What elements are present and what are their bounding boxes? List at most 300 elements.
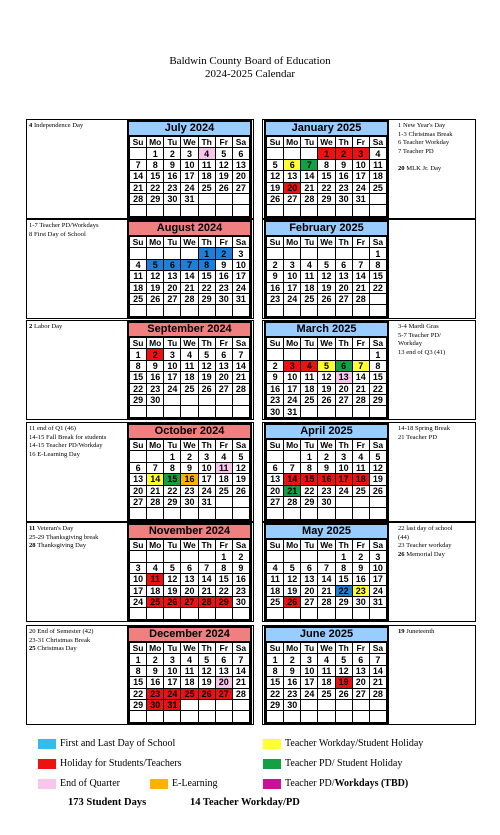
calendar-day: 8 — [147, 159, 164, 170]
weekday-header: Mo — [147, 137, 164, 148]
calendar-day: 21 — [352, 383, 369, 394]
empty-day — [181, 305, 198, 316]
calendar-day: 22 — [215, 585, 232, 596]
calendar-day: 6 — [232, 148, 249, 159]
calendar-day: 23 — [318, 485, 335, 496]
calendar-day: 4 — [301, 259, 318, 270]
calendar-day: 7 — [181, 259, 198, 270]
legend-swatch-teacher-pd — [263, 759, 281, 769]
empty-day — [369, 193, 386, 204]
weekday-header: Mo — [284, 540, 301, 551]
calendar-day: 11 — [301, 372, 318, 383]
calendar-day: 25 — [267, 596, 284, 607]
empty-day — [130, 608, 147, 619]
empty-day — [147, 451, 164, 462]
legend-workdays-tbd: Teacher PD/Workdays (TBD) — [285, 778, 409, 789]
calendar-day: 23 — [284, 688, 301, 699]
calendar-day: 9 — [267, 271, 284, 282]
weekday-header: Sa — [232, 237, 249, 248]
calendar-day: 5 — [318, 259, 335, 270]
calendar-day: 4 — [352, 451, 369, 462]
calendar-day: 28 — [352, 394, 369, 405]
calendar-day: 2 — [147, 654, 164, 665]
weekday-header: Fr — [352, 237, 369, 248]
calendar-day: 28 — [284, 496, 301, 507]
calendar-day: 3 — [301, 654, 318, 665]
calendar-day: 3 — [130, 562, 147, 573]
empty-day — [215, 508, 232, 519]
calendar-day: 7 — [130, 159, 147, 170]
empty-day — [215, 711, 232, 722]
calendar-day: 3 — [284, 259, 301, 270]
calendar-day: 2 — [181, 451, 198, 462]
weekday-header: Su — [267, 338, 284, 349]
weekday-header: Tu — [301, 137, 318, 148]
calendar-day: 26 — [369, 485, 386, 496]
empty-day — [181, 699, 198, 710]
empty-day — [181, 205, 198, 216]
empty-day — [198, 711, 215, 722]
empty-day — [181, 394, 198, 405]
weekday-header: Tu — [164, 643, 181, 654]
calendar-day: 7 — [284, 462, 301, 473]
calendar-day: 12 — [318, 372, 335, 383]
weekday-header: Fr — [352, 540, 369, 551]
empty-day — [198, 551, 215, 562]
legend-swatch-end-quarter — [38, 779, 56, 789]
calendar-day: 1 — [335, 551, 352, 562]
calendar-day: 12 — [198, 665, 215, 676]
calendar-day: 14 — [301, 171, 318, 182]
calendar-day: 8 — [369, 259, 386, 270]
calendar-day: 19 — [215, 171, 232, 182]
empty-day — [198, 699, 215, 710]
calendar-day: 23 — [181, 485, 198, 496]
calendar-day: 16 — [164, 171, 181, 182]
empty-day — [352, 608, 369, 619]
calendar-day: 16 — [267, 383, 284, 394]
calendar-day: 23 — [164, 182, 181, 193]
weekday-header: Su — [267, 237, 284, 248]
calendar-day: 25 — [181, 688, 198, 699]
calendar-day: 29 — [369, 394, 386, 405]
calendar-day: 11 — [147, 574, 164, 585]
calendar-day: 15 — [369, 372, 386, 383]
empty-day — [198, 394, 215, 405]
weekday-header: Fr — [352, 338, 369, 349]
empty-day — [232, 699, 249, 710]
calendar-day: 22 — [335, 585, 352, 596]
empty-day — [335, 305, 352, 316]
calendar-day: 23 — [267, 293, 284, 304]
month-february-2025 — [264, 220, 389, 319]
empty-day — [284, 608, 301, 619]
calendar-day: 3 — [164, 349, 181, 360]
weekday-header: Fr — [215, 237, 232, 248]
left-notes: 4 Independence Day — [29, 122, 84, 129]
calendar-day: 3 — [335, 451, 352, 462]
calendar-day: 23 — [147, 383, 164, 394]
empty-day — [267, 608, 284, 619]
calendar-day: 5 — [164, 562, 181, 573]
calendar-day: 21 — [369, 677, 386, 688]
month-title: April 2025 — [266, 425, 387, 439]
calendar-day: 21 — [232, 372, 249, 383]
calendar-day: 9 — [352, 562, 369, 573]
calendar-day: 21 — [352, 282, 369, 293]
empty-day — [318, 508, 335, 519]
calendar-day: 10 — [301, 665, 318, 676]
weekday-header: Tu — [164, 237, 181, 248]
calendar-day: 27 — [215, 688, 232, 699]
calendar-day: 14 — [352, 271, 369, 282]
calendar-day: 25 — [147, 596, 164, 607]
calendar-day: 8 — [130, 360, 147, 371]
empty-day — [301, 406, 318, 417]
weekday-header: Sa — [232, 643, 249, 654]
calendar-day: 31 — [369, 596, 386, 607]
calendar-day: 8 — [369, 360, 386, 371]
calendar-day: 1 — [130, 349, 147, 360]
empty-day — [267, 551, 284, 562]
empty-day — [284, 205, 301, 216]
calendar-day: 22 — [267, 688, 284, 699]
month-title: September 2024 — [129, 323, 250, 337]
empty-day — [335, 406, 352, 417]
calendar-day: 2 — [215, 248, 232, 259]
calendar-day: 26 — [232, 485, 249, 496]
empty-day — [318, 711, 335, 722]
weekday-header: Th — [335, 137, 352, 148]
calendar-day: 29 — [318, 193, 335, 204]
weekday-header: We — [181, 338, 198, 349]
month-january-2025 — [264, 120, 389, 219]
empty-day — [335, 496, 352, 507]
weekday-header: Fr — [352, 137, 369, 148]
calendar-day: 4 — [181, 654, 198, 665]
calendar-day: 5 — [232, 451, 249, 462]
month-title: August 2024 — [129, 222, 250, 236]
calendar-day: 20 — [352, 677, 369, 688]
calendar-day: 30 — [232, 596, 249, 607]
calendar-day: 6 — [301, 562, 318, 573]
calendar-day: 14 — [369, 665, 386, 676]
month-november-2024 — [127, 523, 252, 622]
weekday-header: Mo — [284, 137, 301, 148]
calendar-day: 16 — [215, 271, 232, 282]
calendar-day: 21 — [318, 585, 335, 596]
teacher-days-total: 14 Teacher Workday/PD — [190, 797, 300, 808]
calendar-day: 14 — [181, 271, 198, 282]
empty-day — [335, 349, 352, 360]
calendar-day: 17 — [369, 574, 386, 585]
calendar-day: 28 — [198, 596, 215, 607]
empty-day — [164, 608, 181, 619]
calendar-day: 18 — [147, 585, 164, 596]
empty-day — [181, 248, 198, 259]
weekday-header: Su — [130, 440, 147, 451]
calendar-day: 3 — [369, 551, 386, 562]
empty-day — [147, 205, 164, 216]
weekday-header: Th — [335, 237, 352, 248]
month-august-2024 — [127, 220, 252, 319]
weekday-header: Su — [130, 338, 147, 349]
calendar-day: 19 — [369, 474, 386, 485]
calendar-day: 15 — [318, 171, 335, 182]
empty-day — [164, 248, 181, 259]
calendar-day: 4 — [147, 562, 164, 573]
calendar-day: 2 — [335, 148, 352, 159]
calendar-day: 15 — [335, 574, 352, 585]
month-title: November 2024 — [129, 525, 250, 539]
calendar-day: 20 — [130, 485, 147, 496]
calendar-day: 16 — [181, 474, 198, 485]
empty-day — [284, 248, 301, 259]
calendar-day: 12 — [335, 665, 352, 676]
weekday-header: We — [181, 137, 198, 148]
weekday-header: Sa — [232, 440, 249, 451]
weekday-header: We — [181, 643, 198, 654]
weekday-header: Tu — [164, 338, 181, 349]
weekday-header: Th — [198, 338, 215, 349]
calendar-day: 31 — [198, 496, 215, 507]
calendar-day: 5 — [198, 349, 215, 360]
weekday-header: Mo — [147, 237, 164, 248]
empty-day — [147, 508, 164, 519]
calendar-day: 21 — [284, 485, 301, 496]
weekday-header: Su — [267, 137, 284, 148]
calendar-day: 31 — [181, 193, 198, 204]
calendar-day: 9 — [232, 562, 249, 573]
calendar-day: 14 — [198, 574, 215, 585]
calendar-day: 24 — [335, 485, 352, 496]
calendar-day: 30 — [335, 193, 352, 204]
calendar-day: 8 — [130, 665, 147, 676]
calendar-day: 12 — [232, 462, 249, 473]
empty-day — [301, 248, 318, 259]
right-notes: 1 New Year's Day 1-3 Christmas Break 6 Teacher Workday 7 Teacher PD 20 MLK Jr. Day — [398, 122, 453, 172]
calendar-day: 22 — [198, 282, 215, 293]
calendar-day: 9 — [147, 360, 164, 371]
empty-day — [284, 305, 301, 316]
calendar-day: 27 — [130, 496, 147, 507]
empty-day — [181, 711, 198, 722]
calendar-day: 20 — [335, 383, 352, 394]
legend-e-learning: E-Learning — [172, 778, 218, 789]
calendar-day: 12 — [318, 271, 335, 282]
calendar-day: 30 — [147, 699, 164, 710]
empty-day — [369, 293, 386, 304]
calendar-day: 7 — [232, 654, 249, 665]
calendar-day: 18 — [198, 171, 215, 182]
calendar-day: 27 — [284, 193, 301, 204]
calendar-day: 28 — [301, 193, 318, 204]
calendar-day: 9 — [181, 462, 198, 473]
empty-day — [301, 699, 318, 710]
empty-day — [318, 551, 335, 562]
calendar-day: 11 — [181, 665, 198, 676]
calendar-day: 17 — [301, 677, 318, 688]
calendar-day: 22 — [164, 485, 181, 496]
weekday-header: Sa — [369, 643, 386, 654]
empty-day — [284, 451, 301, 462]
calendar-day: 15 — [130, 372, 147, 383]
calendar-day: 19 — [232, 474, 249, 485]
calendar-day: 20 — [267, 485, 284, 496]
calendar-day: 5 — [335, 654, 352, 665]
empty-day — [267, 205, 284, 216]
empty-day — [232, 394, 249, 405]
calendar-day: 16 — [147, 677, 164, 688]
calendar-day: 27 — [267, 496, 284, 507]
calendar-day: 25 — [318, 688, 335, 699]
empty-day — [164, 551, 181, 562]
empty-day — [232, 711, 249, 722]
calendar-day: 21 — [147, 485, 164, 496]
weekday-header: Tu — [301, 440, 318, 451]
calendar-day: 5 — [369, 451, 386, 462]
calendar-day: 14 — [232, 360, 249, 371]
calendar-day: 20 — [335, 282, 352, 293]
weekday-header: Th — [198, 540, 215, 551]
calendar-day: 26 — [318, 394, 335, 405]
weekday-header: Fr — [215, 643, 232, 654]
empty-day — [164, 508, 181, 519]
empty-day — [318, 699, 335, 710]
empty-day — [318, 349, 335, 360]
calendar-day: 7 — [318, 562, 335, 573]
empty-day — [130, 711, 147, 722]
calendar-day: 29 — [130, 394, 147, 405]
calendar-day: 24 — [181, 182, 198, 193]
calendar-day: 31 — [284, 406, 301, 417]
calendar-day: 10 — [164, 665, 181, 676]
calendar-day: 30 — [352, 596, 369, 607]
weekday-header: Sa — [369, 540, 386, 551]
month-title: May 2025 — [266, 525, 387, 539]
empty-day — [215, 193, 232, 204]
calendar-day: 4 — [369, 148, 386, 159]
calendar-day: 30 — [147, 394, 164, 405]
empty-day — [301, 349, 318, 360]
calendar-day: 20 — [232, 171, 249, 182]
empty-day — [215, 496, 232, 507]
empty-day — [181, 608, 198, 619]
calendar-day: 28 — [181, 293, 198, 304]
empty-day — [181, 508, 198, 519]
calendar-day: 4 — [318, 654, 335, 665]
calendar-day: 23 — [147, 688, 164, 699]
calendar-day: 13 — [301, 574, 318, 585]
calendar-day: 28 — [147, 496, 164, 507]
calendar-day: 16 — [335, 171, 352, 182]
empty-day — [198, 193, 215, 204]
month-title: July 2024 — [129, 122, 250, 136]
calendar-day: 19 — [147, 282, 164, 293]
calendar-day: 18 — [130, 282, 147, 293]
calendar-day: 27 — [335, 394, 352, 405]
weekday-header: Mo — [284, 237, 301, 248]
calendar-day: 8 — [198, 259, 215, 270]
calendar-day: 13 — [267, 474, 284, 485]
left-notes: 11 end of Q1 (46) 14-15 Fall Break for students 14-15 Teacher PD/Workday 16 E-Learning Day — [29, 425, 107, 458]
calendar-day: 20 — [284, 182, 301, 193]
calendar-day: 16 — [284, 677, 301, 688]
calendar-day: 24 — [232, 282, 249, 293]
empty-day — [369, 699, 386, 710]
weekday-header: Su — [130, 237, 147, 248]
month-september-2024 — [127, 321, 252, 420]
weekday-header: We — [318, 137, 335, 148]
calendar-day: 23 — [352, 585, 369, 596]
weekday-header: We — [318, 338, 335, 349]
calendar-day: 25 — [352, 485, 369, 496]
empty-day — [335, 205, 352, 216]
month-july-2024 — [127, 120, 252, 219]
calendar-day: 8 — [318, 159, 335, 170]
calendar-day: 22 — [130, 688, 147, 699]
calendar-day: 15 — [130, 677, 147, 688]
calendar-day: 1 — [130, 654, 147, 665]
empty-day — [267, 349, 284, 360]
empty-day — [215, 406, 232, 417]
weekday-header: Mo — [147, 643, 164, 654]
calendar-day: 18 — [181, 677, 198, 688]
calendar-day: 9 — [335, 159, 352, 170]
empty-day — [352, 305, 369, 316]
calendar-day: 1 — [215, 551, 232, 562]
calendar-day: 25 — [181, 383, 198, 394]
student-days-total: 173 Student Days — [68, 797, 147, 808]
calendar-day: 5 — [267, 159, 284, 170]
calendar-day: 25 — [215, 485, 232, 496]
calendar-day: 2 — [267, 259, 284, 270]
calendar-day: 15 — [147, 171, 164, 182]
calendar-day: 18 — [215, 474, 232, 485]
empty-day — [198, 205, 215, 216]
right-notes: 19 Juneteenth — [398, 628, 435, 635]
calendar-day: 14 — [130, 171, 147, 182]
calendar-day: 27 — [301, 596, 318, 607]
calendar-day: 4 — [301, 360, 318, 371]
calendar-day: 11 — [267, 574, 284, 585]
calendar-day: 21 — [301, 182, 318, 193]
calendar-day: 2 — [318, 451, 335, 462]
weekday-header: Sa — [232, 338, 249, 349]
calendar-day: 10 — [352, 159, 369, 170]
weekday-header: Fr — [352, 440, 369, 451]
calendar-day: 4 — [181, 349, 198, 360]
calendar-day: 11 — [215, 462, 232, 473]
weekday-header: Mo — [147, 440, 164, 451]
weekday-header: Tu — [301, 338, 318, 349]
calendar-day: 13 — [181, 574, 198, 585]
calendar-day: 27 — [215, 383, 232, 394]
legend-swatch-teacher-workday — [263, 739, 281, 749]
empty-day — [181, 406, 198, 417]
empty-day — [130, 248, 147, 259]
calendar-day: 24 — [130, 596, 147, 607]
calendar-day: 17 — [335, 474, 352, 485]
weekday-header: Su — [267, 440, 284, 451]
calendar-day: 17 — [352, 171, 369, 182]
calendar-day: 3 — [232, 248, 249, 259]
calendar-day: 1 — [164, 451, 181, 462]
calendar-day: 6 — [181, 562, 198, 573]
empty-day — [369, 608, 386, 619]
calendar-day: 29 — [164, 496, 181, 507]
empty-day — [130, 551, 147, 562]
